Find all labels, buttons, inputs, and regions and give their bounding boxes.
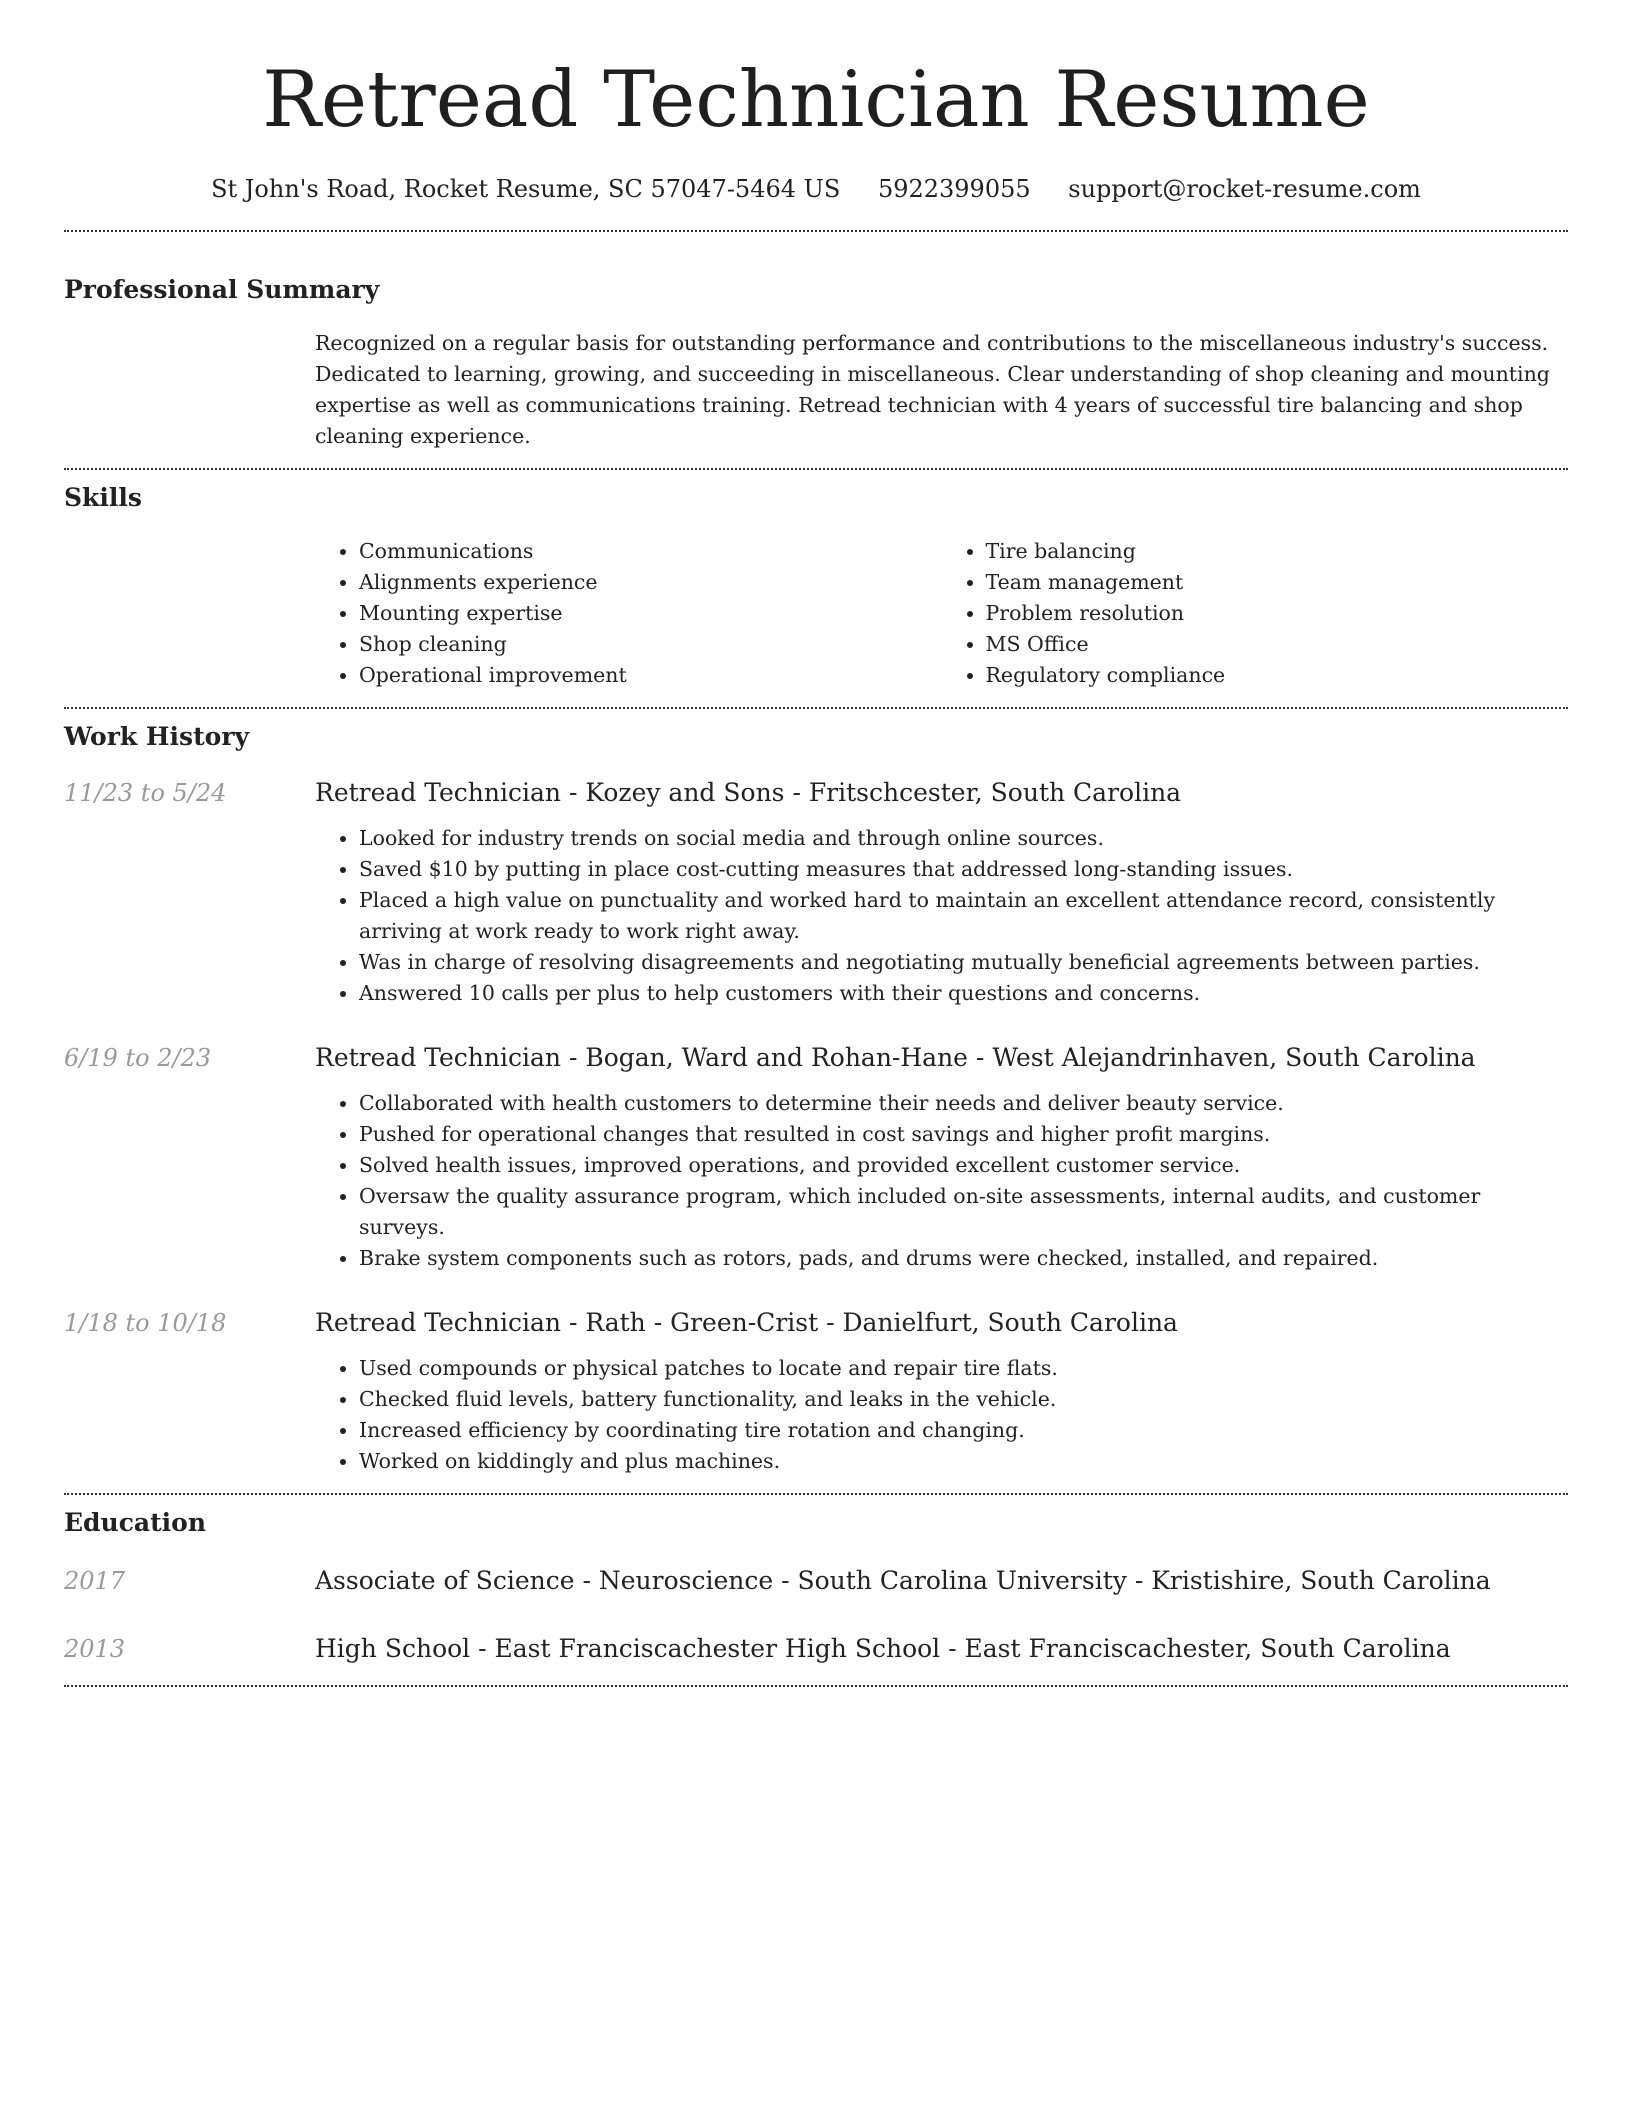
skill-item: • Shop cleaning	[359, 629, 942, 660]
contact-email: support@rocket-resume.com	[1068, 175, 1421, 203]
skills-column-right	[942, 536, 1569, 691]
job-header	[64, 777, 1568, 809]
education-section	[64, 1507, 1568, 1665]
job-bullet: • Answered 10 calls per plus to help customers with their questions and concerns.	[359, 978, 1568, 1009]
work-history-heading: Work History	[64, 722, 250, 751]
job-dates: 11/23 to 5/24	[64, 779, 227, 807]
job-bullet: • Saved $10 by putting in place cost-cutting measures that addressed long-standing issues.	[359, 854, 1568, 885]
education-year: 2013	[64, 1635, 126, 1663]
job-bullet: • Checked fluid levels, battery functionality, and leaks in the vehicle.	[359, 1384, 1568, 1415]
education-degree: Associate of Science - Neuroscience - South Carolina University - Kristishire, South Carolina	[315, 1566, 1491, 1595]
summary-section	[64, 274, 1568, 452]
job-entry	[64, 1307, 1568, 1477]
resume-title: Retread Technician Resume	[262, 55, 1370, 145]
job-header	[64, 1042, 1568, 1074]
summary-text: Recognized on a regular basis for outstanding performance and contributions to the miscellaneous industry's success. Dedicated to learning, growing, and succeeding in miscellaneous. Clear understanding of shop cleaning and mounting expertise as well as communications training. Retread technician with 4 years of successful tire balancing and shop cleaning experience.	[315, 331, 1550, 448]
education-entry	[64, 1565, 1568, 1597]
skills-column-left	[315, 536, 942, 691]
divider	[64, 230, 1568, 232]
education-degree: High School - East Franciscachester High School - East Franciscachester, South Carolina	[315, 1634, 1451, 1663]
skill-item: • Communications	[359, 536, 942, 567]
skill-item: • Problem resolution	[986, 598, 1569, 629]
job-title: Retread Technician - Rath - Green-Crist - Danielfurt, South Carolina	[315, 1308, 1178, 1337]
contact-address: St John's Road, Rocket Resume, SC 57047-5464 US	[211, 175, 841, 203]
job-bullet: • Placed a high value on punctuality and worked hard to maintain an excellent attendance record, consistently arriving at work ready to work right away.	[359, 885, 1568, 947]
job-bullet: • Looked for industry trends on social media and through online sources.	[359, 823, 1568, 854]
divider	[64, 707, 1568, 709]
skill-item: • Tire balancing	[986, 536, 1569, 567]
skills-list	[315, 536, 1568, 691]
job-title: Retread Technician - Bogan, Ward and Rohan-Hane - West Alejandrinhaven, South Carolina	[315, 1043, 1476, 1072]
job-dates: 6/19 to 2/23	[64, 1044, 212, 1072]
summary-content	[315, 328, 1568, 452]
job-bullet: • Increased efficiency by coordinating tire rotation and changing.	[359, 1415, 1568, 1446]
job-entry	[64, 1042, 1568, 1274]
job-bullets	[315, 1088, 1568, 1274]
job-bullets	[315, 823, 1568, 1009]
job-bullet: • Solved health issues, improved operations, and provided excellent customer service.	[359, 1150, 1568, 1181]
skill-item: • Mounting expertise	[359, 598, 942, 629]
job-entry	[64, 777, 1568, 1009]
education-year: 2017	[64, 1567, 126, 1595]
job-bullet: • Worked on kiddingly and plus machines.	[359, 1446, 1568, 1477]
work-history-section	[64, 721, 1568, 1477]
education-heading: Education	[64, 1508, 207, 1537]
job-bullet: • Collaborated with health customers to determine their needs and deliver beauty service.	[359, 1088, 1568, 1119]
summary-heading: Professional Summary	[64, 275, 380, 304]
job-header	[64, 1307, 1568, 1339]
skills-heading: Skills	[64, 483, 142, 512]
contact-line	[64, 174, 1568, 204]
skills-section	[64, 482, 1568, 691]
divider	[64, 1685, 1568, 1687]
skill-item: • Operational improvement	[359, 660, 942, 691]
skill-item: • Regulatory compliance	[986, 660, 1569, 691]
skill-item: • Team management	[986, 567, 1569, 598]
job-bullet: • Pushed for operational changes that resulted in cost savings and higher profit margins.	[359, 1119, 1568, 1150]
skill-item: • Alignments experience	[359, 567, 942, 598]
education-entry	[64, 1633, 1568, 1665]
job-dates: 1/18 to 10/18	[64, 1309, 227, 1337]
job-bullet: • Oversaw the quality assurance program, which included on-site assessments, internal audits, and customer surveys.	[359, 1181, 1568, 1243]
contact-phone: 5922399055	[877, 175, 1031, 203]
divider	[64, 468, 1568, 470]
job-bullet: • Used compounds or physical patches to locate and repair tire flats.	[359, 1353, 1568, 1384]
job-bullet: • Was in charge of resolving disagreements and negotiating mutually beneficial agreements between parties.	[359, 947, 1568, 978]
skill-item: • MS Office	[986, 629, 1569, 660]
job-bullet: • Brake system components such as rotors, pads, and drums were checked, installed, and repaired.	[359, 1243, 1568, 1274]
job-bullets	[315, 1353, 1568, 1477]
resume-page	[64, 0, 1568, 1687]
job-title: Retread Technician - Kozey and Sons - Fritschcester, South Carolina	[315, 778, 1182, 807]
divider	[64, 1493, 1568, 1495]
